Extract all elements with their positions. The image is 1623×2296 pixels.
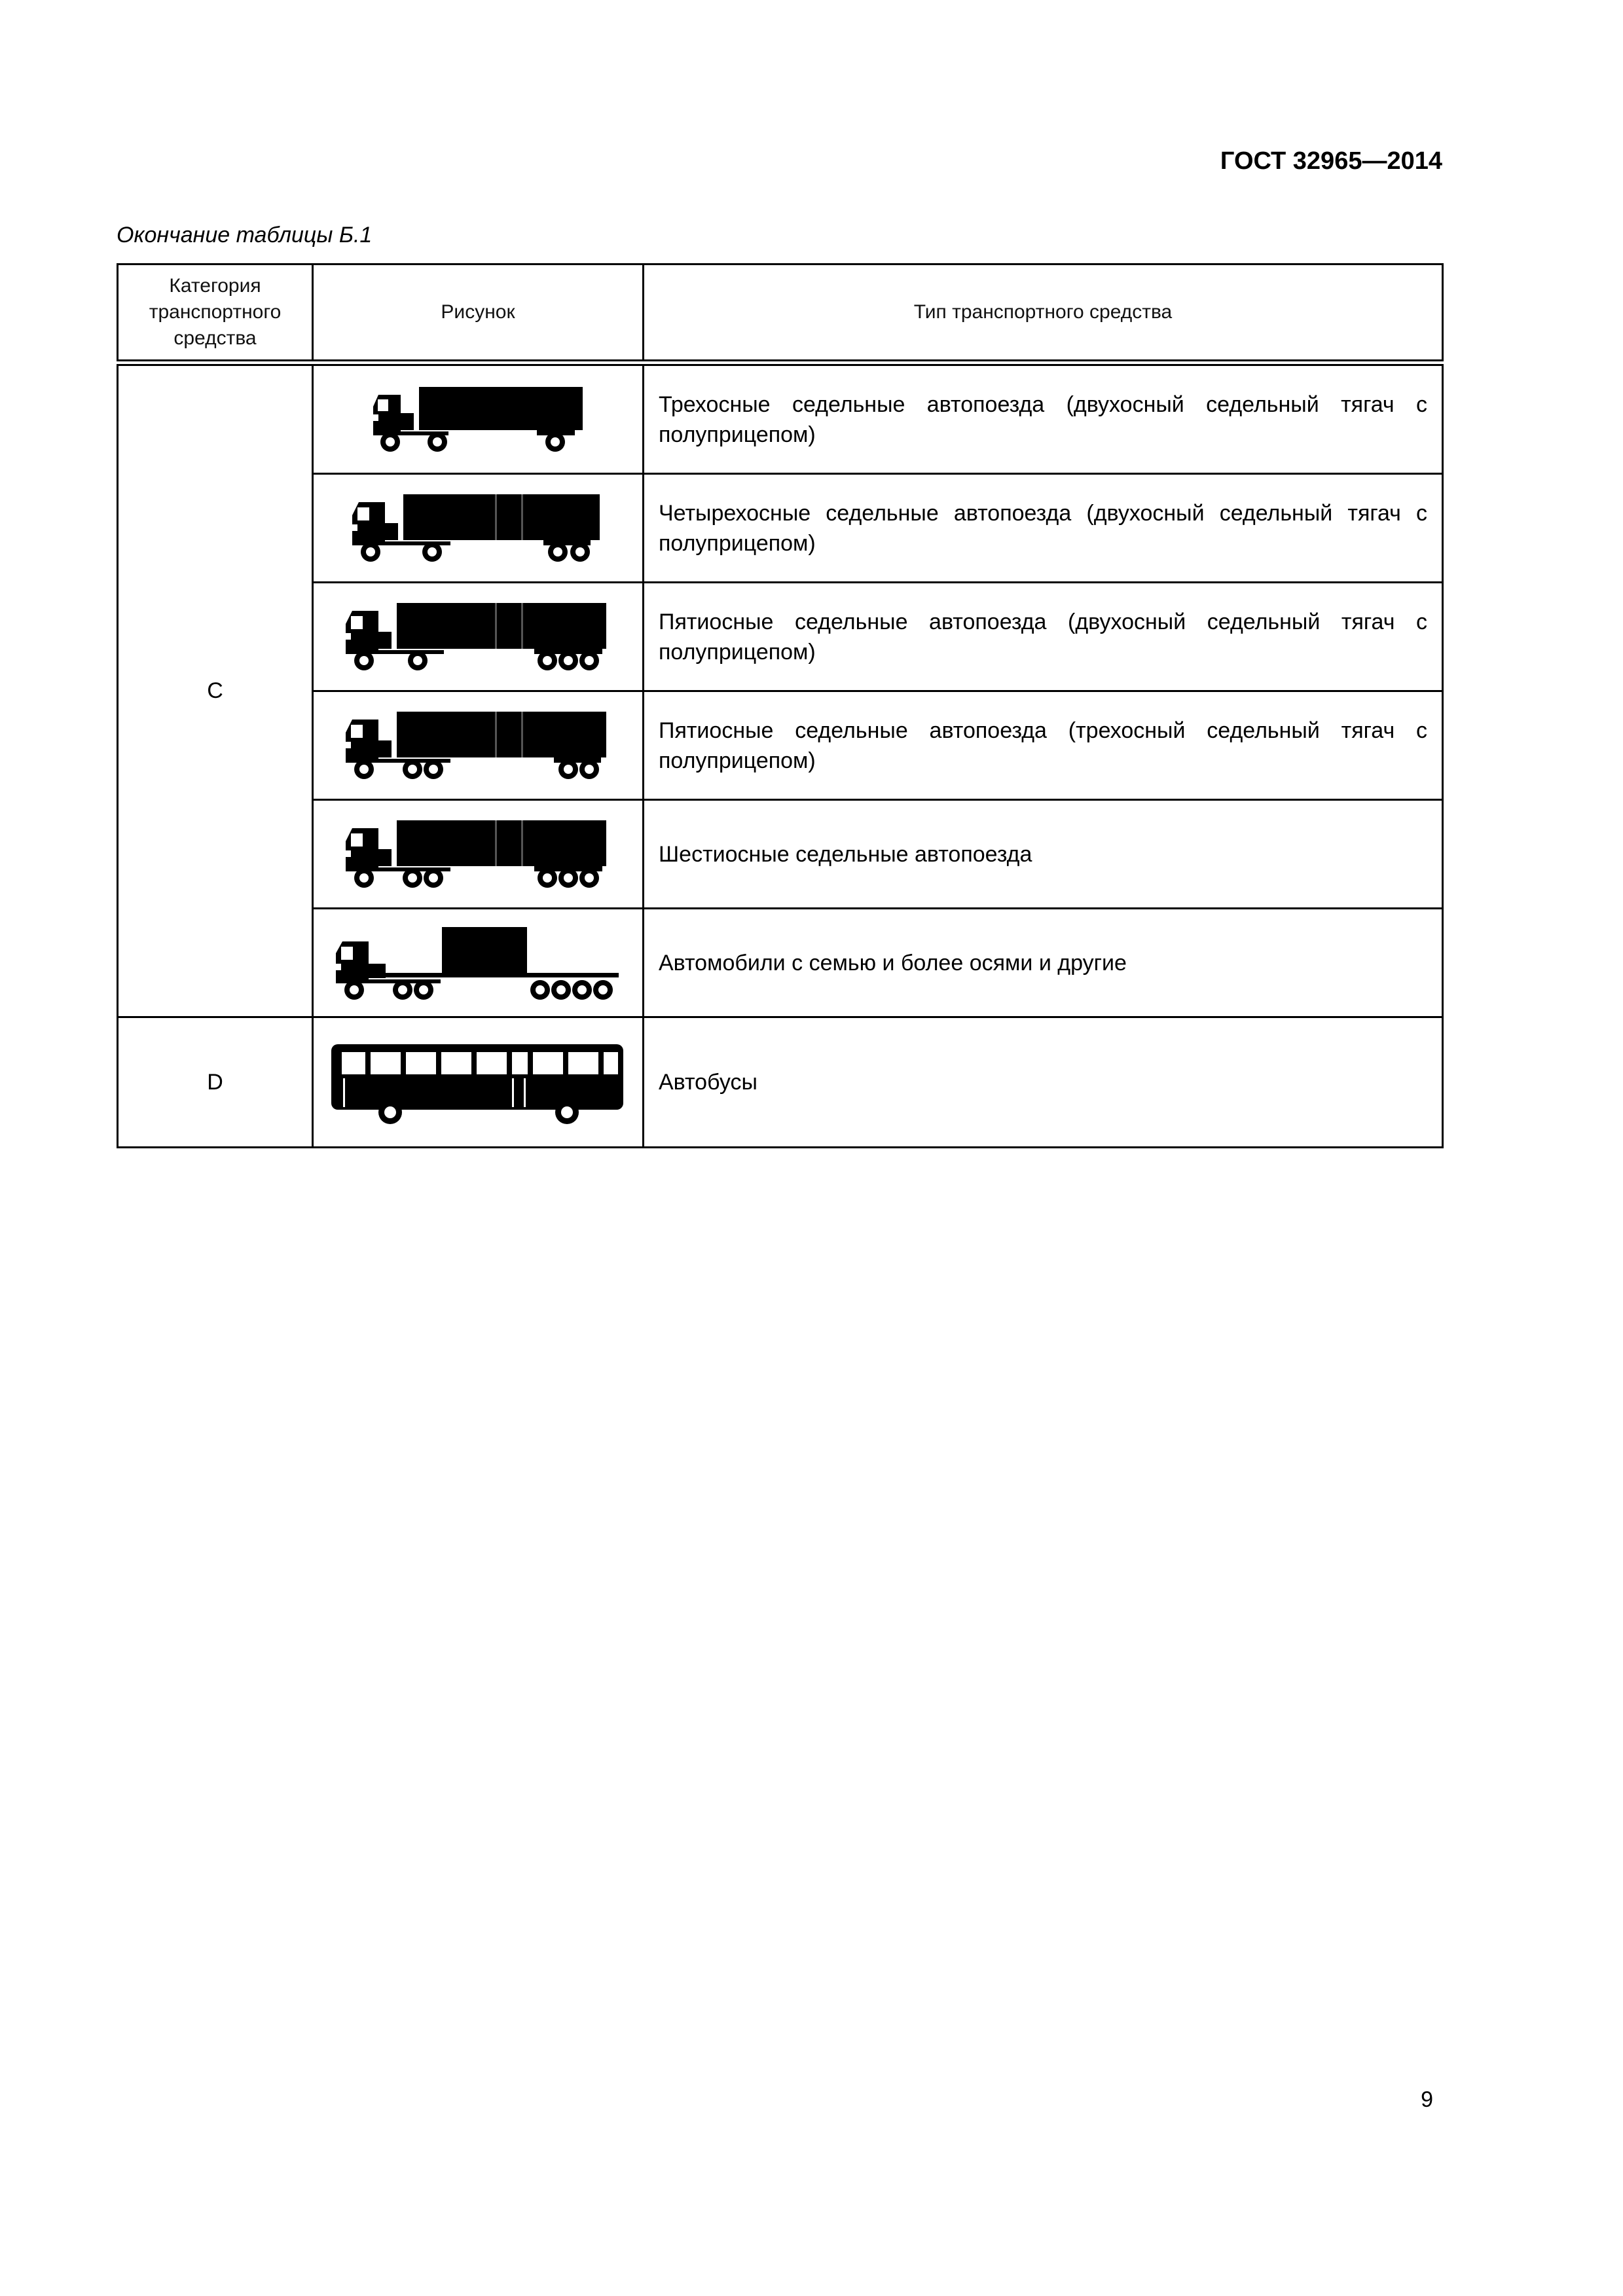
three-axle-semitrailer-truck-icon — [367, 380, 589, 459]
picture-cell — [313, 474, 644, 583]
five-axle-semitrailer-truck-icon — [340, 598, 615, 676]
table-row — [118, 909, 1443, 1017]
picture-cell — [313, 1017, 644, 1148]
table-caption: Окончание таблицы Б.1 — [117, 223, 373, 247]
picture-cell — [313, 583, 644, 691]
picture-cell — [313, 363, 644, 474]
header-vehicle-type: Тип транспортного средства — [644, 264, 1443, 363]
five-axle-three-axle-tractor-truck-icon — [340, 706, 615, 785]
category-c-cell: C — [118, 363, 313, 1017]
header-category: Категория транспортного средства — [118, 264, 313, 363]
vehicle-type-cell: Пятиосные седельные автопоезда (трехосный седельный тягач с полуприцепом) — [644, 691, 1443, 800]
vehicle-type-cell: Пятиосные седельные автопоезда (двухосный седельный тягач с полуприцепом) — [644, 583, 1443, 691]
vehicle-type-cell: Шестиосные седельные автопоезда — [644, 800, 1443, 909]
page-number: 9 — [1421, 2087, 1433, 2112]
picture-cell — [313, 800, 644, 909]
table-row — [118, 583, 1443, 691]
document-code: ГОСТ 32965—2014 — [1220, 147, 1442, 175]
six-axle-semitrailer-truck-icon — [340, 815, 615, 894]
table-row — [118, 800, 1443, 909]
four-axle-semitrailer-truck-icon — [347, 489, 609, 568]
table-row — [118, 691, 1443, 800]
vehicle-type-cell: Четырехосные седельные автопоезда (двухосный седельный тягач с полуприцепом) — [644, 474, 1443, 583]
header-picture: Рисунок — [313, 264, 644, 363]
category-d-cell: D — [118, 1017, 313, 1148]
vehicle-category-table — [117, 263, 1444, 1148]
picture-cell — [313, 691, 644, 800]
vehicle-type-cell: Трехосные седельные автопоезда (двухосный седельный тягач с полуприцепом) — [644, 363, 1443, 474]
picture-cell — [313, 909, 644, 1017]
seven-axle-lowbed-truck-icon — [331, 920, 625, 1006]
vehicle-type-cell: Автобусы — [644, 1017, 1443, 1148]
table-row — [118, 363, 1443, 474]
table-header-row — [118, 264, 1443, 363]
vehicle-type-cell: Автомобили с семью и более осями и другие — [644, 909, 1443, 1017]
bus-icon — [327, 1036, 629, 1128]
table-row — [118, 1017, 1443, 1148]
table-row — [118, 474, 1443, 583]
